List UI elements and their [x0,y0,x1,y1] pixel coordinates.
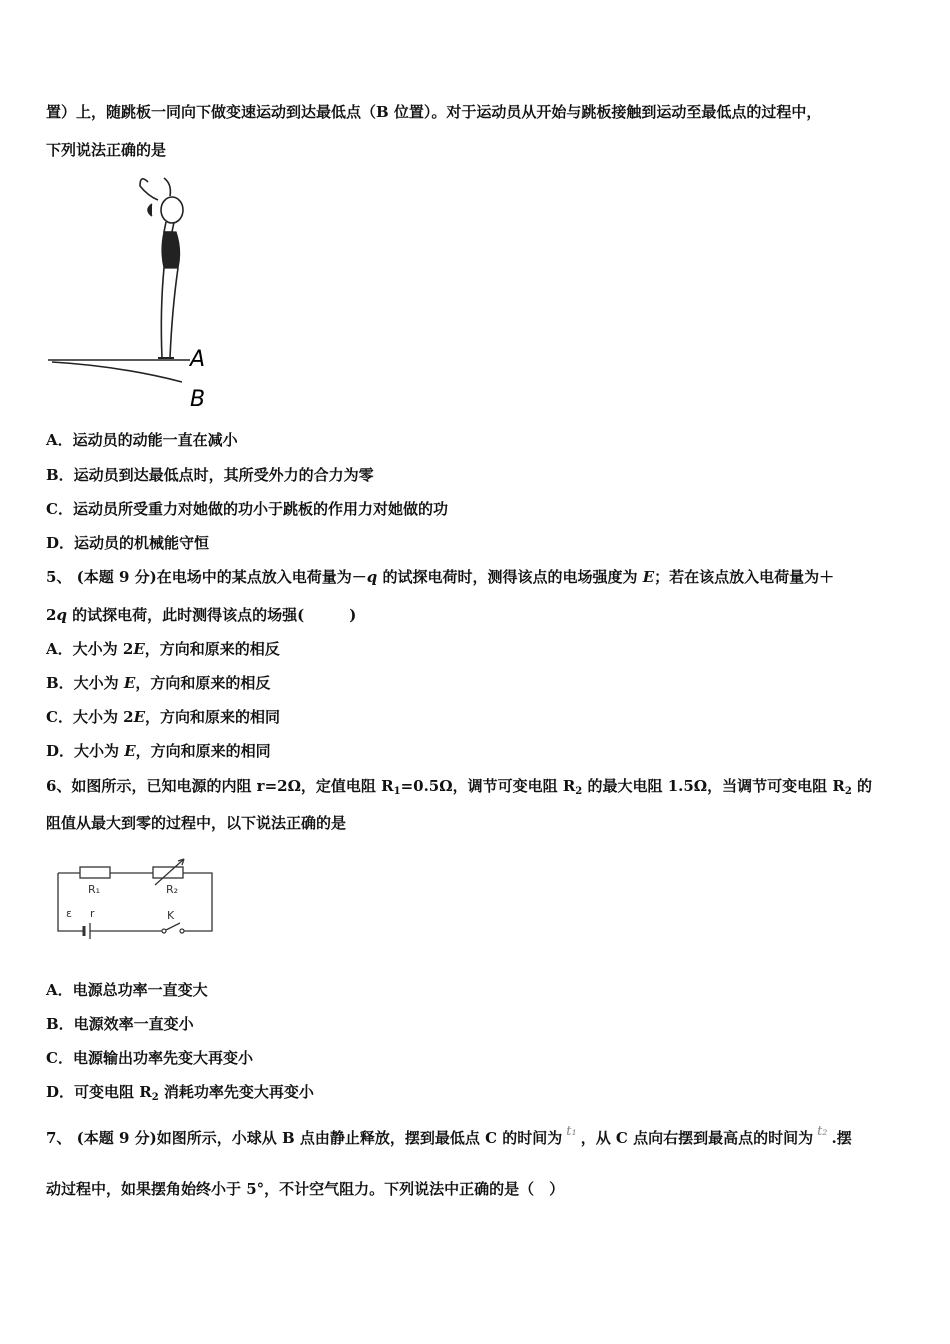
q5-option-d: D．大小为 E，方向和原来的相同 [46,742,271,760]
q5-option-c: C．大小为 2E，方向和原来的相同 [46,708,281,726]
q6-option-d: D．可变电阻 $R_2$ 消耗功率先变大再变小 [46,1083,314,1103]
t1-symbol: t₁ [566,1124,577,1139]
q7-stem-line-2: 动过程中，如果摆角始终小于 5°，不计空气阻力。下列说法中正确的是（ ） [46,1180,565,1198]
diver-figure [40,170,220,415]
q6-option-a: A．电源总功率一直变大 [46,981,208,999]
r2-label: R₂ [166,883,179,896]
label-b: B [190,387,206,412]
q4-option-a: A．运动员的动能一直在减小 [46,431,238,449]
q6-option-c: C．电源输出功率先变大再变小 [46,1049,253,1067]
r1-label: R₁ [88,883,101,896]
q6-stem-line-1: 6、如图所示，已知电源的内阻 r=2Ω，定值电阻 $R_1=0.5\Omega$，调节可变电阻 $R_2$ 的最大电阻 1.5Ω，当调节可变电阻 $R_2$ 的 [46,777,873,797]
q7-stem-line-1: 7、 (本题 9 分)如图所示，小球从 B 点由静止释放，摆到最低点 C 的时间为 t₁ ，从 C 点向右摆到最高点的时间为 t₂ .摆 [46,1124,852,1147]
emf-label: ε [66,907,72,920]
q5-stem-line-1: 5、 (本题 9 分)在电场中的某点放入电荷量为－q 的试探电荷时，测得该点的电场强度为 E；若在该点放入电荷量为＋ [46,568,835,586]
q5-option-a: A．大小为 2E，方向和原来的相反 [46,640,280,658]
q5-stem-line-2: 2q 的试探电荷，此时测得该点的场强( ) [46,606,357,624]
q4-option-c: C．运动员所受重力对她做的功小于跳板的作用力对她做的功 [46,500,448,518]
q6-stem-line-2: 阻值从最大到零的过程中，以下说法正确的是 [46,814,347,832]
t2-symbol: t₂ [817,1124,828,1139]
q4-stem-line-1: 置）上，随跳板一同向下做变速运动到达最低点（B 位置）。对于运动员从开始与跳板接触到运动至最低点的过程中， [46,103,822,121]
switch-label: K [167,909,175,922]
circuit-diagram [50,855,220,945]
q4-option-b: B．运动员到达最低点时，其所受外力的合力为零 [46,466,374,484]
r-label: r [90,907,95,920]
q4-option-d: D．运动员的机械能守恒 [46,534,210,552]
q6-option-b: B．电源效率一直变小 [46,1015,194,1033]
q4-stem-line-2: 下列说法正确的是 [46,141,167,159]
q5-option-b: B．大小为 E，方向和原来的相反 [46,674,271,692]
label-a: A [190,347,206,372]
